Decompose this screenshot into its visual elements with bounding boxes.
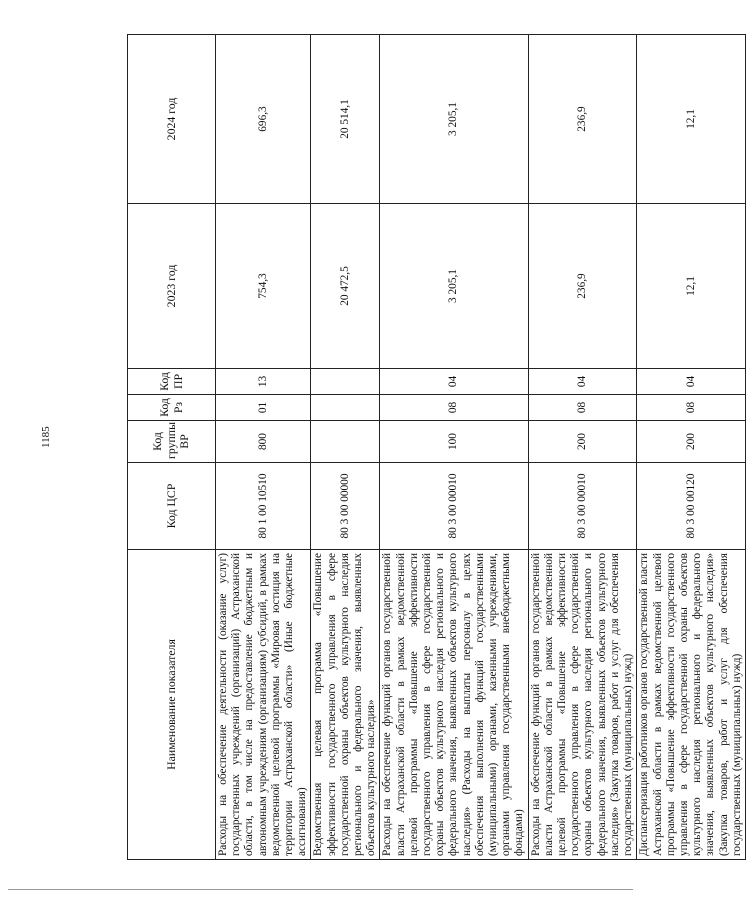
page-bottom-rule: [8, 889, 633, 890]
row-rz: 08: [380, 395, 528, 421]
row-pr: 04: [637, 369, 746, 395]
budget-table: [127, 34, 746, 860]
table-row: [528, 35, 637, 860]
row-pr: 13: [216, 369, 311, 395]
table-row: [311, 35, 380, 860]
row-rz: [311, 395, 380, 421]
row-csr: 80 1 00 10510: [216, 463, 311, 550]
row-2023: 236,9: [528, 204, 637, 369]
row-pr: [311, 369, 380, 395]
header-name: Наименование показателя: [128, 550, 216, 860]
header-vr: Код группы ВР: [128, 421, 216, 463]
row-vr: 200: [528, 421, 637, 463]
row-2023: 754,3: [216, 204, 311, 369]
row-2024: 236,9: [528, 35, 637, 204]
header-pr: Код ПР: [128, 369, 216, 395]
row-2024: 12,1: [637, 35, 746, 204]
row-rz: 08: [528, 395, 637, 421]
row-2024: 696,3: [216, 35, 311, 204]
row-vr: [311, 421, 380, 463]
row-csr: 80 3 00 00120: [637, 463, 746, 550]
row-2023: 12,1: [637, 204, 746, 369]
row-vr: 200: [637, 421, 746, 463]
row-2024: 3 205,1: [380, 35, 528, 204]
row-pr: 04: [528, 369, 637, 395]
row-csr: 80 3 00 00000: [311, 463, 380, 550]
page-number: 1185: [40, 426, 52, 448]
table-row: [380, 35, 528, 860]
row-csr: 80 3 00 00010: [528, 463, 637, 550]
row-pr: 04: [380, 369, 528, 395]
header-2023: 2023 год: [128, 204, 216, 369]
row-2023: 3 205,1: [380, 204, 528, 369]
table-header-row: [128, 35, 216, 860]
row-csr: 80 3 00 00010: [380, 463, 528, 550]
row-name: Расходы на обеспечение функций органов государственной власти Астраханской области в рамках ведомственной целевой программы «Повышение эффективности государственного управления в сфере государственной охраны объектов культурного наследия регионального и федерального значения, выявленных объектов культурного наследия» (Закупка товаров, работ и услуг для обеспечения государственных (муниципальных) нужд): [528, 550, 637, 860]
row-name: Диспансеризация работников органов государственной власти Астраханской области в рамках ведомственной целевой программы «Повышение эффективности государственного управления в сфере государственной охраны объектов культурного наследия регионального и федерального значения, выявленных объектов культурного наследия» (Закупка товаров, работ и услуг для обеспечения государственных (муниципальных) нужд): [637, 550, 746, 860]
row-name: Расходы на обеспечение деятельности (оказание услуг) государственных учреждений (организаций) Астраханской области, в том числе на предоставление бюджетным и автономным учреждениям (организациям) субсидий, в рамках ведомственной целевой программы «Мировая юстиция на территории Астраханской области» (Иные бюджетные ассигнования): [216, 550, 311, 860]
row-rz: 01: [216, 395, 311, 421]
row-name: Ведомственная целевая программа «Повышение эффективности государственного управления в сфере государственной охраны объектов культурного наследия регионального и федерального значения, выявленных объектов культурного наследия»: [311, 550, 380, 860]
header-rz: Код Рз: [128, 395, 216, 421]
row-2024: 20 514,1: [311, 35, 380, 204]
row-name: Расходы на обеспечение функций органов государственной власти Астраханской области в рамках ведомственной целевой программы «Повышение эффективности государственного управления в сфере государственной охраны объектов культурного наследия регионального и федерального значения, выявленных объектов культурного наследия» (Расходы на выплаты персоналу в целях обеспечения выполнения функций государственными (муниципальными) органами, казенными учреждениями, органами управления государственными внебюджетными фондами): [380, 550, 528, 860]
row-vr: 800: [216, 421, 311, 463]
header-2024: 2024 год: [128, 35, 216, 204]
table-row: [216, 35, 311, 860]
header-csr: Код ЦСР: [128, 463, 216, 550]
row-2023: 20 472,5: [311, 204, 380, 369]
table-row: [637, 35, 746, 860]
row-vr: 100: [380, 421, 528, 463]
row-rz: 08: [637, 395, 746, 421]
rotated-table-container: [127, 35, 743, 860]
